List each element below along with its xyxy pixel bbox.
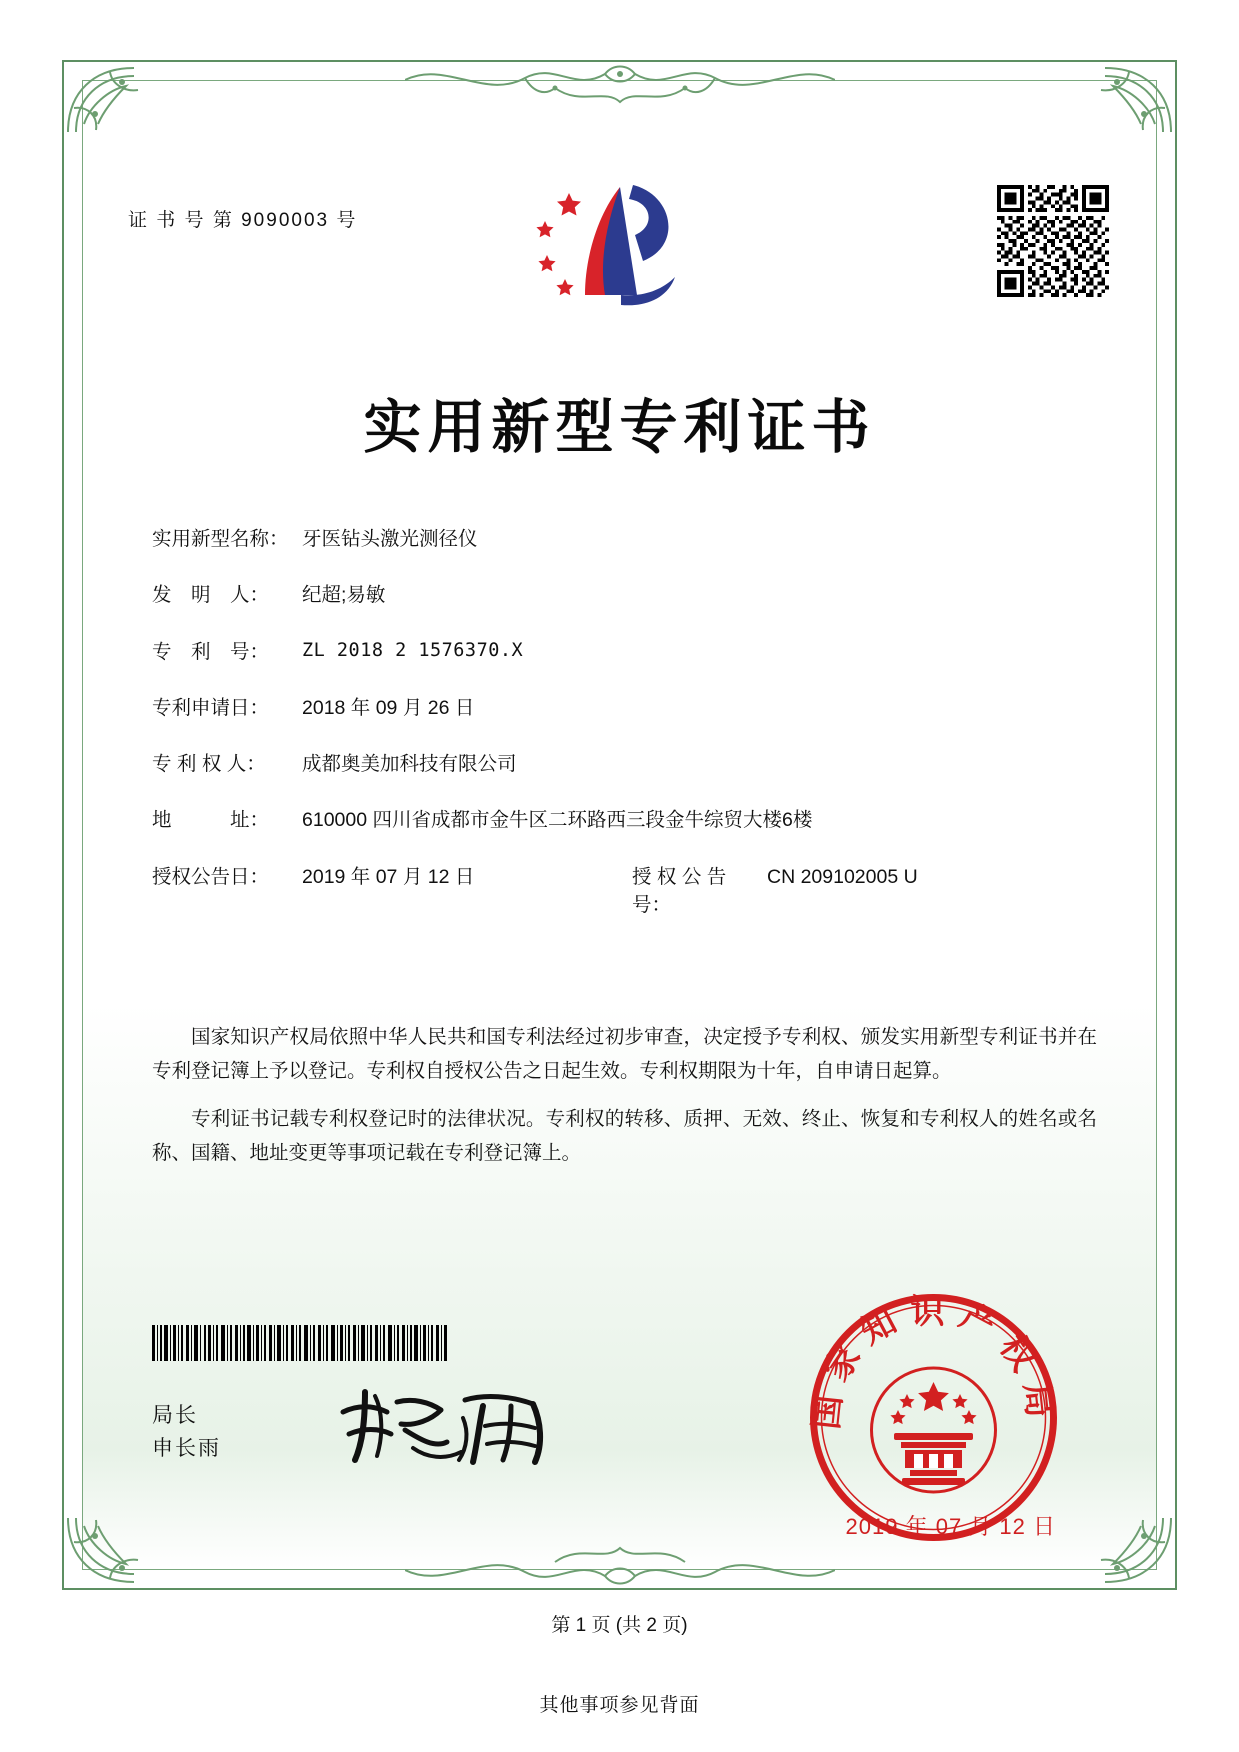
field-label: 专 利 号： <box>152 640 270 663</box>
back-side-note: 其他事项参见背面 <box>539 1695 700 1716</box>
field-value: 2019 年 07 月 12 日 <box>302 865 475 888</box>
field-label: 专利申请日： <box>152 696 270 719</box>
field-value: 成都奥美加科技有限公司 <box>302 753 517 776</box>
top-flourish-ornament <box>405 58 835 118</box>
field-label: 实用新型名称： <box>152 528 289 550</box>
signature-block <box>152 1400 221 1465</box>
svg-text:国家知识产权局: 国家知识产权局 <box>806 1292 1061 1432</box>
certificate-number: 证 书 号 第 9090003 号 <box>128 210 358 231</box>
seal-date: 2019 年 07 月 12 日 <box>845 1514 1056 1539</box>
field-value: CN 209102005 U <box>767 865 918 888</box>
barcode <box>152 1325 447 1361</box>
paragraph: 专利证书记载专利权登记时的法律状况。专利权的转移、质押、无效、终止、恢复和专利权人的姓名或名称、国籍、地址变更等事项记载在专利登记簿上。 <box>152 1108 1097 1165</box>
field-label: 专 利 权 人： <box>152 753 266 776</box>
field-value: 610000 四川省成都市金牛区二环路西三段金牛综贸大楼6楼 <box>302 809 813 832</box>
page-title: 实用新型专利证书 <box>363 393 876 461</box>
field-row <box>152 581 1092 609</box>
qr-code <box>997 185 1109 297</box>
page-indicator: 第 1 页 (共 2 页) <box>551 1615 688 1636</box>
field-label: 地 址： <box>152 809 270 832</box>
field-row <box>152 638 1092 666</box>
paragraph: 国家知识产权局依照中华人民共和国专利法经过初步审查，决定授予专利权、颁发实用新型专利证书并在专利登记簿上予以登记。专利权自授权公告之日起生效。专利权期限为十年，自申请日起算。 <box>152 1026 1097 1083</box>
field-label: 发 明 人： <box>152 584 270 607</box>
cnipa-logo-icon <box>525 175 715 320</box>
field-row <box>152 750 1092 778</box>
bottom-flourish-ornament <box>405 1532 835 1592</box>
field-label: 授权公告日： <box>152 865 270 888</box>
field-value: 纪超;易敏 <box>302 584 386 607</box>
field-label: 授 权 公 告 号： <box>632 865 727 916</box>
signature-title: 局长 <box>152 1404 198 1427</box>
field-value: 2018 年 09 月 26 日 <box>302 696 475 719</box>
official-seal <box>806 1290 1061 1545</box>
legal-text <box>152 1020 1097 1185</box>
field-value: 牙医钻头激光测径仪 <box>302 528 478 550</box>
signature-name: 申长雨 <box>152 1436 221 1460</box>
field-row <box>152 806 1092 834</box>
handwritten-signature-icon <box>335 1382 585 1472</box>
field-row <box>152 525 1092 553</box>
certificate-fields <box>152 525 1092 947</box>
field-row <box>152 694 1092 722</box>
field-row-announcement <box>152 863 1092 920</box>
field-value: ZL 2018 2 1576370.X <box>302 639 524 661</box>
